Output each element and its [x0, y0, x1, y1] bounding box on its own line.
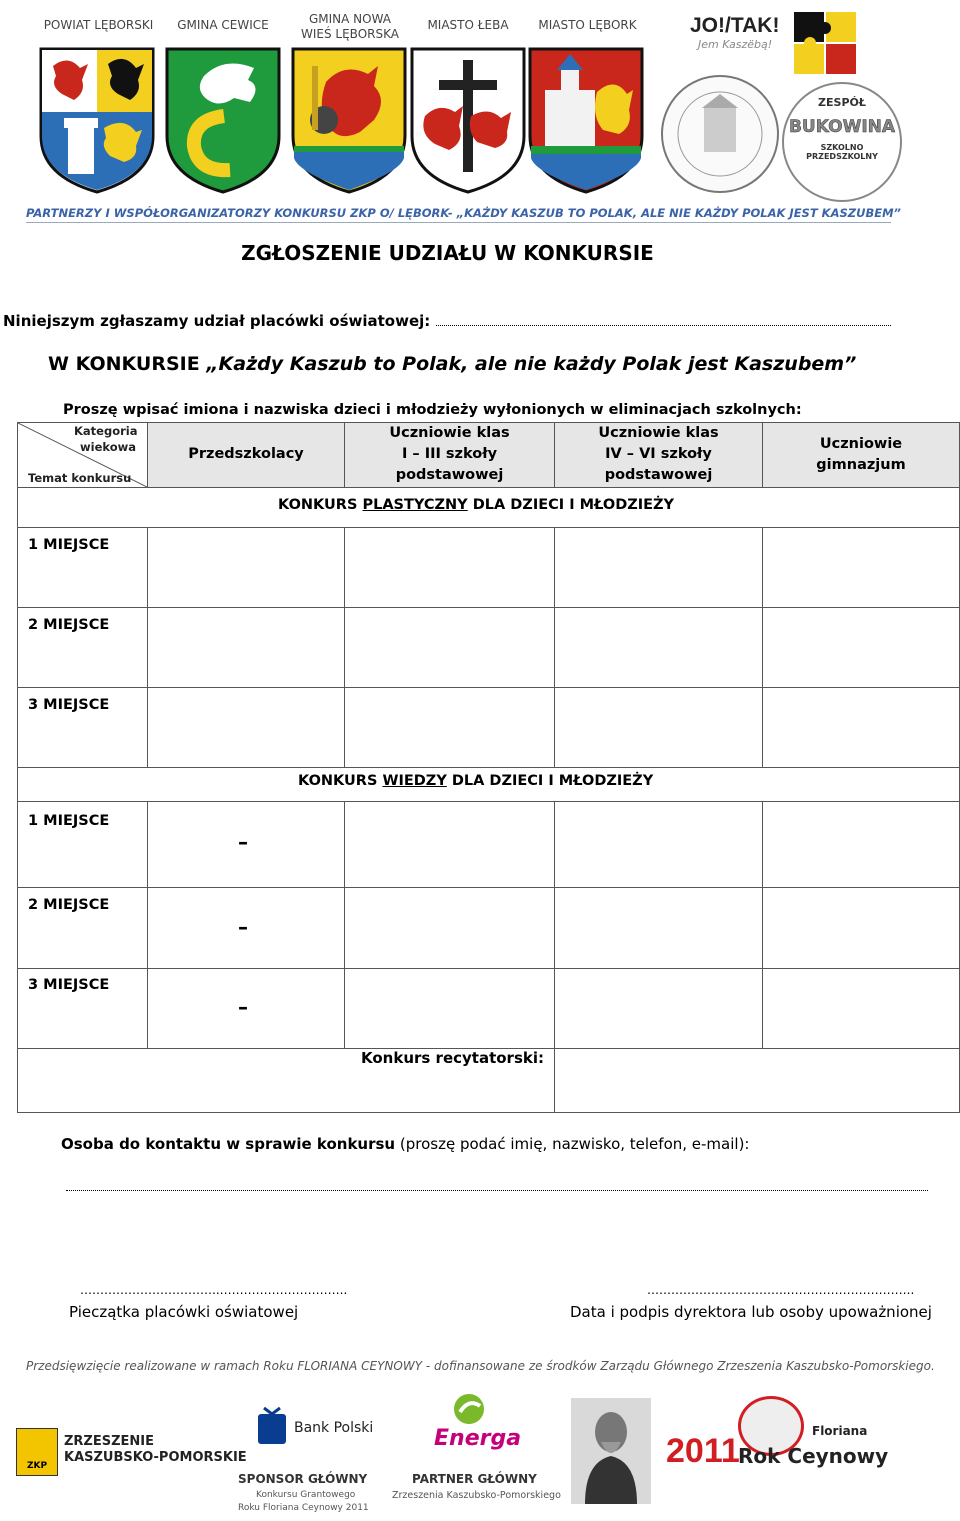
sponsor-sub1: Konkursu Grantowego [256, 1490, 356, 1500]
art-place-1-gymnasium-cell[interactable] [763, 528, 959, 607]
grid-line [17, 487, 960, 488]
knowledge-place-2-gymnasium-cell[interactable] [763, 888, 959, 968]
knowledge-place-1-grades-4-6-cell[interactable] [555, 802, 762, 887]
knowledge-place-3-preschool-dash: – [238, 995, 248, 1019]
knowledge-place-2-label: 2 MIEJSCE [28, 897, 110, 913]
pko-sponsor-logo [236, 1406, 376, 1516]
rok-ceynowy-logo [666, 1396, 889, 1480]
grid-line [147, 801, 148, 1049]
art-place-1-grades-1-3-cell[interactable] [345, 528, 554, 607]
bank-name: Bank Polski [294, 1420, 374, 1436]
director-signature-label: Data i podpis dyrektora lub osoby upoważnionej [570, 1303, 932, 1321]
art-place-2-grades-4-6-cell[interactable] [555, 608, 762, 687]
form-title: ZGŁOSZENIE UDZIAŁU W KONKURSIE [241, 241, 654, 265]
knowledge-prefix: KONKURS [298, 773, 383, 789]
energa-partner-logo [390, 1392, 560, 1512]
knowledge-word: WIEDZY [382, 773, 447, 789]
miasto-lebork-crest-icon [527, 46, 645, 194]
column-header-grades-4-6 [555, 423, 762, 486]
zkp-logo [16, 1428, 247, 1480]
zkp-badge: ZKP [16, 1428, 58, 1476]
knowledge-suffix: DLA DZIECI I MŁODZIEŻY [446, 773, 654, 789]
art-place-3-label: 3 MIEJSCE [28, 697, 110, 713]
grid-line [17, 422, 18, 1113]
energa-leaf-icon [452, 1392, 486, 1426]
zkp-line2: KASZUBSKO-POMORSKIE [64, 1450, 247, 1465]
knowledge-place-2-grades-4-6-cell[interactable] [555, 888, 762, 968]
header-line: Uczniowie klas [389, 425, 510, 441]
bukowina-sub2: PRZEDSZKOLNY [806, 152, 878, 161]
art-place-2-preschool-cell[interactable] [148, 608, 344, 687]
contact-label: Osoba do kontaktu w sprawie konkursu [61, 1135, 396, 1153]
puzzle-logo-icon [790, 8, 860, 78]
bukowina-logo [782, 82, 902, 202]
header-line: I – III szkoły [401, 446, 498, 462]
contest-prefix: W KONKURSIE [48, 353, 207, 375]
association-seal-icon [658, 72, 782, 196]
crest-label-cewice: GMINA CEWICE [177, 18, 269, 32]
contact-input[interactable] [66, 1182, 928, 1191]
art-suffix: DLA DZIECI I MŁODZIEŻY [467, 497, 675, 513]
header-line: gimnazjum [816, 457, 906, 473]
partners-caption: PARTNERZY I WSPÓŁORGANIZATORZY KONKURSU ZKP O/ LĘBORK- „KAŻDY KASZUB TO POLAK, ALE NIE KAŻDY POLAK JEST KASZUBEM” [26, 206, 901, 220]
art-place-3-preschool-cell[interactable] [148, 688, 344, 767]
institution-input[interactable] [436, 313, 891, 326]
institution-line [3, 312, 891, 330]
pko-emblem-icon [256, 1406, 288, 1446]
institution-label: Niniejszym zgłaszamy udział placówki oświatowej: [3, 312, 431, 330]
sponsor-sub2: Roku Floriana Ceynowy 2011 [238, 1503, 369, 1513]
crest-label-leba: MIASTO ŁEBA [427, 18, 509, 32]
art-contest-heading [278, 497, 674, 513]
bukowina-main: BUKOWINA [788, 117, 896, 137]
art-place-2-grades-1-3-cell[interactable] [345, 608, 554, 687]
knowledge-place-1-grades-1-3-cell[interactable] [345, 802, 554, 887]
crest-label-lebork: MIASTO LĘBORK [538, 18, 637, 32]
zkp-line1: ZRZESZENIE [64, 1434, 155, 1449]
knowledge-place-1-preschool-dash: – [238, 830, 248, 854]
recitation-input-cell[interactable] [555, 1049, 959, 1112]
stamp-label: Pieczątka placówki oświatowej [69, 1303, 299, 1321]
crest-label-powiat: POWIAT LĘBORSKI [43, 18, 154, 32]
corner-category-label: Kategoria [74, 424, 138, 438]
knowledge-place-3-grades-1-3-cell[interactable] [345, 969, 554, 1048]
knowledge-place-1-label: 1 MIEJSCE [28, 813, 110, 829]
jotak-title: JO!/TAK! [690, 14, 780, 37]
art-place-3-grades-1-3-cell[interactable] [345, 688, 554, 767]
column-header-preschool: Przedszkolacy [188, 446, 304, 462]
grid-line [17, 767, 960, 768]
knowledge-place-2-grades-1-3-cell[interactable] [345, 888, 554, 968]
jotak-logo [690, 14, 786, 74]
year-2011: 2011 [666, 1432, 740, 1470]
energa-name: Energa [434, 1426, 522, 1451]
gmina-nowa-wies-crest-icon [290, 46, 408, 194]
header-line: podstawowej [395, 467, 504, 483]
recitation-label: Konkurs recytatorski: [361, 1049, 544, 1067]
ceynowa-portrait-icon [571, 1398, 651, 1504]
partner-sub: Zrzeszenia Kaszubsko-Pomorskiego [392, 1490, 561, 1501]
gmina-cewice-crest-icon [164, 46, 282, 194]
floriana-label: Floriana [812, 1424, 868, 1438]
stamp-dots[interactable]: ……………………………..………………………….. [80, 1283, 348, 1297]
jotak-subtitle: Jem Kaszëbą! [698, 38, 773, 51]
bukowina-top: ZESPÓŁ [818, 96, 866, 109]
art-place-2-label: 2 MIEJSCE [28, 617, 110, 633]
powiat-lebork-crest-icon [38, 46, 156, 194]
art-place-3-grades-4-6-cell[interactable] [555, 688, 762, 767]
sponsor-title: SPONSOR GŁÓWNY [238, 1472, 368, 1486]
contest-heading [48, 353, 856, 375]
corner-topic-label: Temat konkursu [28, 471, 132, 485]
header-line: IV – VI szkoły [605, 446, 712, 462]
knowledge-contest-heading [298, 773, 653, 789]
art-word: PLASTYCZNY [362, 497, 468, 513]
knowledge-place-3-gymnasium-cell[interactable] [763, 969, 959, 1048]
grid-line [17, 1112, 960, 1113]
header-line: podstawowej [604, 467, 713, 483]
director-signature-dots[interactable]: ……………………………..………………………….. [647, 1283, 915, 1297]
header-line: Uczniowie [819, 436, 903, 452]
rok-ceynowy-label: Rok Ceynowy [738, 1444, 889, 1468]
column-header-grades-1-3 [345, 423, 554, 486]
art-place-3-gymnasium-cell[interactable] [763, 688, 959, 767]
art-place-1-preschool-cell[interactable] [148, 528, 344, 607]
instruction-text: Proszę wpisać imiona i nazwiska dzieci i młodzieży wyłonionych w eliminacjach szkolnych: [63, 402, 802, 418]
knowledge-place-3-grades-4-6-cell[interactable] [555, 969, 762, 1048]
funding-caption: Przedsięwzięcie realizowane w ramach Roku FLORIANA CEYNOWY - dofinansowane ze środków Zarządu Głównego Zrzeszenia Kaszubsko-Pomorskiego. [26, 1359, 935, 1373]
art-place-1-label: 1 MIEJSCE [28, 537, 110, 553]
art-prefix: KONKURS [278, 497, 363, 513]
crest-label-nowa-wies: GMINA NOWA WIEŚ LĘBORSKA [301, 12, 399, 41]
miasto-leba-crest-icon [409, 46, 527, 194]
contest-name: „Każdy Kaszub to Polak, ale nie każdy Polak jest Kaszubem” [206, 353, 857, 375]
contact-hint: (proszę podać imię, nazwisko, telefon, e-mail): [395, 1135, 750, 1153]
bukowina-sub1: SZKOLNO [820, 143, 864, 152]
knowledge-place-2-preschool-dash: – [238, 915, 248, 939]
art-place-1-grades-4-6-cell[interactable] [555, 528, 762, 607]
partner-title: PARTNER GŁÓWNY [412, 1472, 537, 1486]
column-header-gymnasium [763, 434, 959, 476]
partners-divider [26, 222, 891, 223]
art-place-2-gymnasium-cell[interactable] [763, 608, 959, 687]
header-line: Uczniowie klas [598, 425, 719, 441]
corner-age-label: wiekowa [80, 440, 136, 454]
contact-line [61, 1135, 749, 1153]
knowledge-place-1-gymnasium-cell[interactable] [763, 802, 959, 887]
knowledge-place-3-label: 3 MIEJSCE [28, 977, 110, 993]
